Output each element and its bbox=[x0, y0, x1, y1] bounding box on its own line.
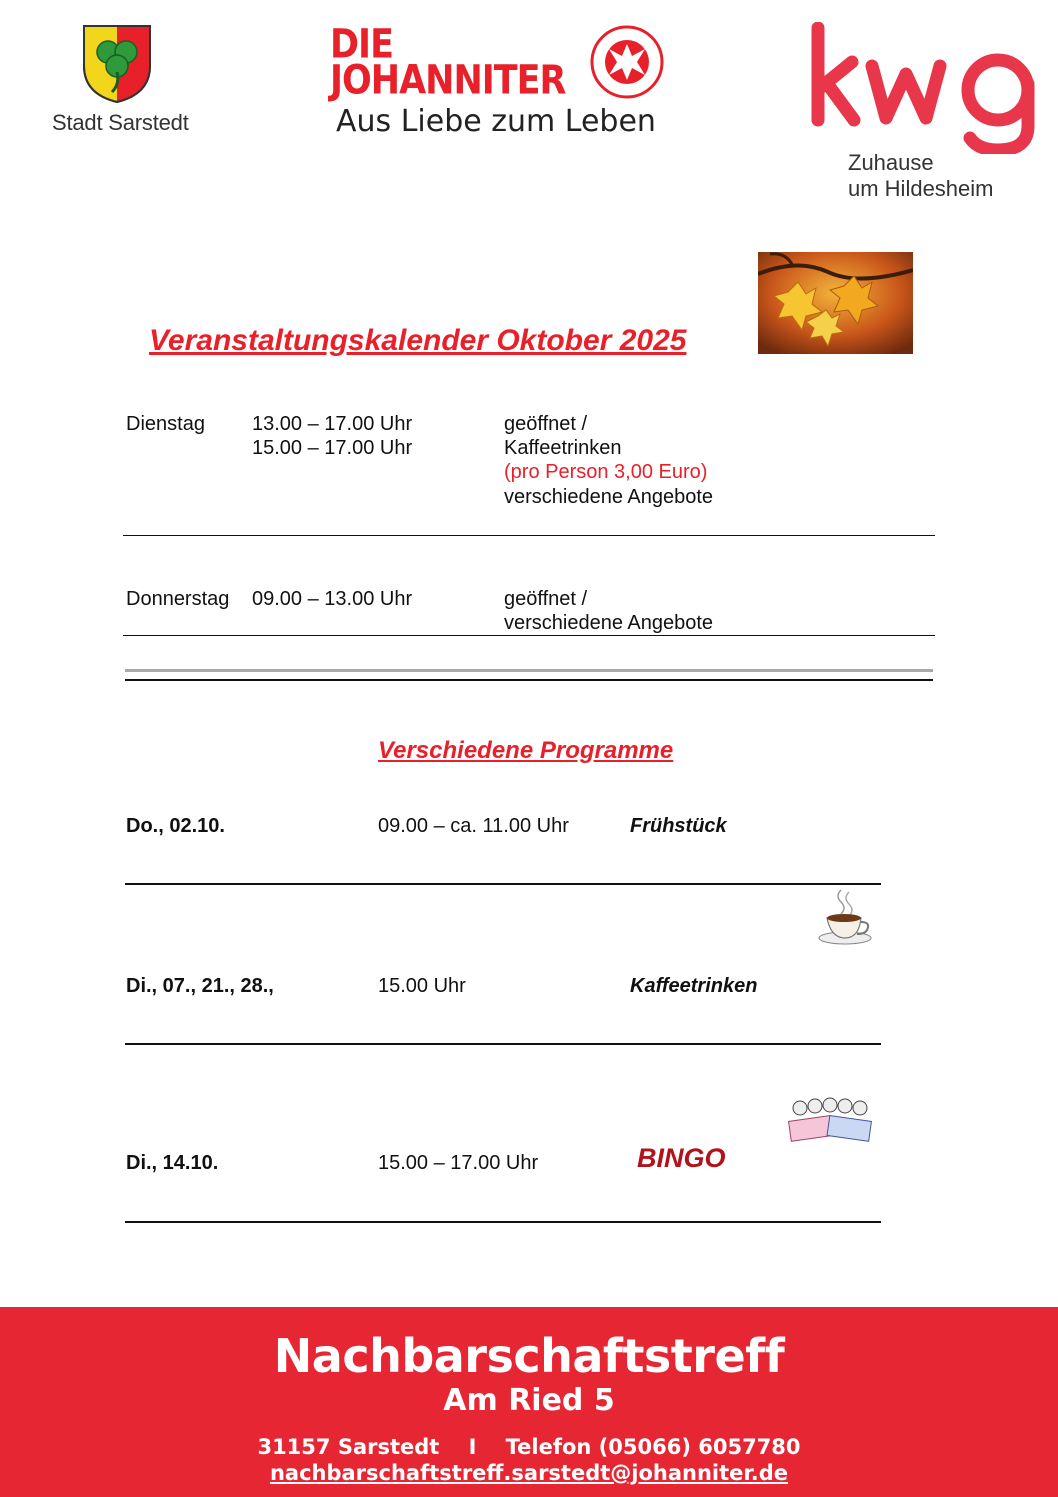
footer-contact: 31157 Sarstedt I Telefon (05066) 6057780 bbox=[257, 1435, 801, 1459]
divider bbox=[125, 883, 881, 885]
program-event: Frühstück bbox=[630, 815, 727, 837]
programs-title: Verschiedene Programme bbox=[378, 737, 674, 764]
johanniter-tagline: Aus Liebe zum Leben bbox=[336, 104, 656, 139]
footer-address: Am Ried 5 bbox=[443, 1383, 615, 1418]
program-time: 09.00 – ca. 11.00 Uhr bbox=[378, 815, 569, 837]
weekly-time: 15.00 – 17.00 Uhr bbox=[252, 437, 413, 459]
weekly-info-line: geöffnet / bbox=[504, 413, 588, 435]
sarstedt-logo-text: Stadt Sarstedt bbox=[52, 110, 189, 135]
divider bbox=[125, 1221, 881, 1223]
divider bbox=[125, 1043, 881, 1045]
kwg-logo-icon bbox=[808, 22, 1040, 154]
program-date: Di., 07., 21., 28., bbox=[126, 975, 274, 997]
program-date: Di., 14.10. bbox=[126, 1152, 219, 1174]
program-event: Kaffeetrinken bbox=[630, 975, 758, 997]
weekly-info-line: Kaffeetrinken bbox=[504, 437, 622, 459]
weekly-info-line: verschiedene Angebote bbox=[504, 612, 714, 634]
weekly-time: 09.00 – 13.00 Uhr bbox=[252, 588, 413, 610]
program-event: BINGO bbox=[637, 1143, 726, 1173]
divider bbox=[125, 679, 933, 681]
page-title: Veranstaltungskalender Oktober 2025 bbox=[149, 324, 687, 357]
weekly-price-note: (pro Person 3,00 Euro) bbox=[504, 461, 708, 483]
divider bbox=[125, 669, 933, 672]
divider bbox=[123, 535, 935, 536]
weekly-info-line: verschiedene Angebote bbox=[504, 486, 714, 508]
footer-title: Nachbarschaftstreff bbox=[273, 1329, 785, 1383]
coffee-cup-icon bbox=[815, 888, 875, 948]
kwg-subtitle-line1: Zuhause bbox=[848, 150, 934, 175]
program-time: 15.00 – 17.00 Uhr bbox=[378, 1152, 539, 1174]
divider bbox=[123, 635, 935, 636]
johanniter-logo-line2: JOHANNITER bbox=[330, 58, 566, 104]
johanniter-logo-line1: DIE bbox=[330, 22, 393, 68]
weekly-day: Donnerstag bbox=[126, 588, 230, 610]
weekly-day: Dienstag bbox=[126, 413, 205, 435]
johanniter-cross-seal-icon bbox=[590, 25, 664, 99]
footer-banner bbox=[0, 1307, 1058, 1497]
autumn-leaves-image bbox=[758, 252, 913, 354]
bingo-cards-icon bbox=[784, 1096, 876, 1142]
program-time: 15.00 Uhr bbox=[378, 975, 466, 997]
weekly-info-line: geöffnet / bbox=[504, 588, 588, 610]
program-date: Do., 02.10. bbox=[126, 815, 225, 837]
kwg-subtitle-line2: um Hildesheim bbox=[848, 176, 994, 201]
weekly-time: 13.00 – 17.00 Uhr bbox=[252, 413, 413, 435]
footer-email-link[interactable]: nachbarschaftstreff.sarstedt@johanniter.de bbox=[269, 1461, 789, 1485]
